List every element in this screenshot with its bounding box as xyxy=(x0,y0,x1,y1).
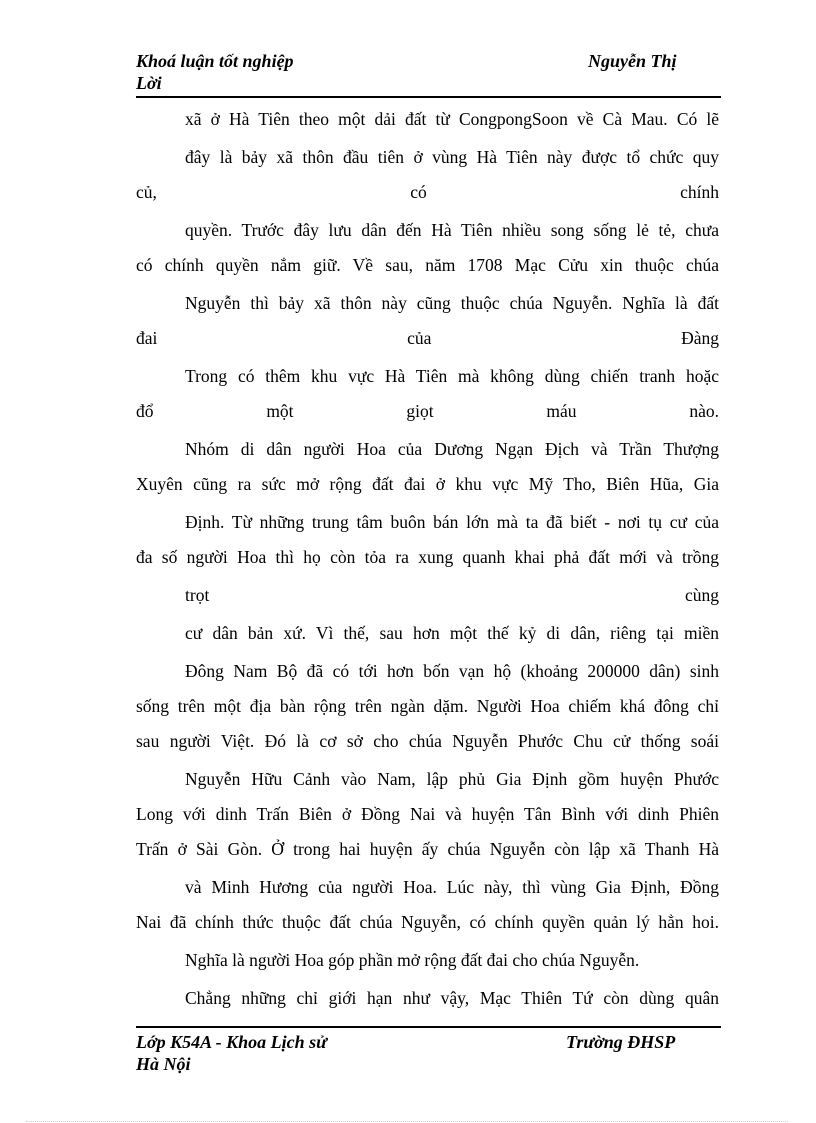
footer-left xyxy=(136,1031,436,1075)
header-thesis-title: Khoá luận tốt nghiệp xyxy=(136,51,294,71)
page-edge-divider xyxy=(26,1121,788,1122)
body-line: đai của Đàng xyxy=(136,328,719,348)
body-line: xã ở Hà Tiên theo một dải đất từ CongpongSoon về Cà Mau. Có lẽ xyxy=(185,109,719,129)
body-line: và Minh Hương của người Hoa. Lúc này, thì vùng Gia Định, Đồng xyxy=(185,877,719,897)
body-line: Trấn ở Sài Gòn. Ở trong hai huyện ấy chúa Nguyễn còn lập xã Thanh Hà xyxy=(136,839,719,859)
body-line: Chẳng những chỉ giới hạn như vậy, Mạc Thiên Tứ còn dùng quân xyxy=(185,988,719,1008)
page-footer xyxy=(136,1031,720,1079)
body-line: Long với dinh Trấn Biên ở Đồng Nai và huyện Tân Bình với dinh Phiên xyxy=(136,804,719,824)
body-line: sống trên một địa bàn rộng trên ngàn dặm. Người Hoa chiếm khá đông chỉ xyxy=(136,696,719,716)
body-line: trọt cùng xyxy=(185,585,719,605)
footer-city: Hà Nội xyxy=(136,1054,191,1074)
body-line: Nghĩa là người Hoa góp phần mở rộng đất đai cho chúa Nguyễn. xyxy=(185,950,640,970)
body-line: đây là bảy xã thôn đầu tiên ở vùng Hà Tiên này được tổ chức quy xyxy=(185,147,719,167)
body-line: Đông Nam Bộ đã có tới hơn bốn vạn hộ (khoảng 200000 dân) sinh xyxy=(185,661,719,681)
body-line: Xuyên cũng ra sức mở rộng đất đai ở khu vực Mỹ Tho, Biên Hũa, Gia xyxy=(136,474,719,494)
body-line: Nguyễn thì bảy xã thôn này cũng thuộc chúa Nguyễn. Nghĩa là đất xyxy=(185,293,719,313)
body-line: Nguyễn Hữu Cảnh vào Nam, lập phủ Gia Định gồm huyện Phước xyxy=(185,769,719,789)
header-thesis-title-cont: Lời xyxy=(136,73,162,93)
footer-university: Trường ĐHSP xyxy=(566,1032,676,1052)
header-author: Nguyễn Thị xyxy=(588,51,677,71)
body-line: Trong có thêm khu vực Hà Tiên mà không dùng chiến tranh hoặc xyxy=(185,366,719,386)
body-line: Nhóm di dân người Hoa của Dương Ngạn Địch và Trần Thượng xyxy=(185,439,719,459)
footer-divider xyxy=(136,1026,721,1028)
footer-class-faculty: Lớp K54A - Khoa Lịch sử xyxy=(136,1032,327,1052)
body-line: quyền. Trước đây lưu dân đến Hà Tiên nhiều song sống lẻ tẻ, chưa xyxy=(185,220,719,240)
header-left xyxy=(136,50,436,94)
body-line: củ, có chính xyxy=(136,182,719,202)
page-header xyxy=(136,50,720,98)
body-line: cư dân bản xứ. Vì thế, sau hơn một thế kỷ di dân, riêng tại miền xyxy=(185,623,719,643)
body-line: có chính quyền nắm giữ. Về sau, năm 1708 Mạc Cửu xin thuộc chúa xyxy=(136,255,719,275)
body-line: Định. Từ những trung tâm buôn bán lớn mà ta đã biết - nơi tụ cư của xyxy=(185,512,719,532)
body-line: đa số người Hoa thì họ còn tỏa ra xung quanh khai phả đất mới và trồng xyxy=(136,547,719,567)
body-line: Nai đã chính thức thuộc đất chúa Nguyễn, có chính quyền quản lý hẳn hoi. xyxy=(136,912,719,932)
body-line: sau người Việt. Đó là cơ sở cho chúa Nguyễn Phước Chu cử thống soái xyxy=(136,731,719,751)
header-divider xyxy=(136,96,721,98)
body-line: đổ một giọt máu nào. xyxy=(136,401,719,421)
